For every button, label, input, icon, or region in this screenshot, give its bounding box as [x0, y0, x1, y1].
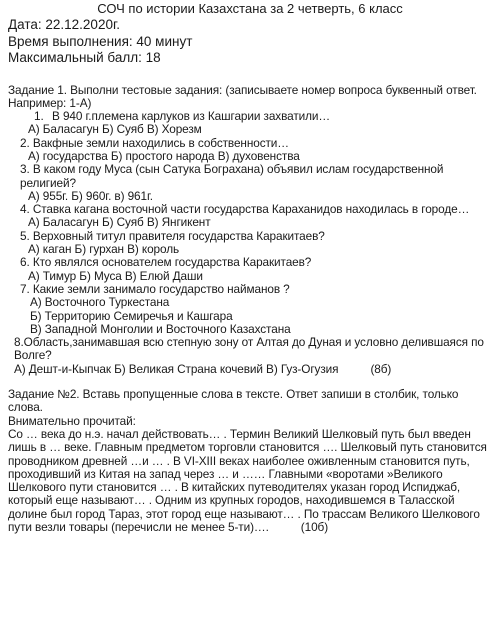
question-8-options: А) Дешт-и-Кыпчак Б) Великая Страна кочевий В) Гуз-Огузия: [14, 361, 339, 376]
task2-text-block: [8, 428, 492, 534]
question-4: 4. Ставка кагана восточной части государства Караханидов находилась в городе…: [20, 202, 470, 217]
question-5-options: А) каган Б) гурхан В) король: [28, 242, 180, 257]
task1-intro: Задание 1. Выполни тестовые задания: (записываете номер вопроса буквенный ответ. Например: 1-А): [8, 82, 477, 110]
question-4-options: А) Баласагун Б) Суяб В) Янгикент: [28, 215, 211, 230]
exam-duration: Время выполнения: 40 минут: [8, 33, 193, 49]
question-3: 3. В каком году Муса (сын Сатука Богрaхана) объявил ислам государственной религией?: [20, 162, 444, 190]
task2-intro: Задание №2. Вставь пропущенные слова в тексте. Ответ запиши в столбик, только слова.: [8, 387, 459, 415]
question-6: 6. Кто являлся основателем государства Каракитаев?: [20, 255, 312, 270]
question-8: 8.Область,занимавшая всю степную зону от Алтая до Дуная и условно делившаяся по Волге?: [14, 335, 484, 363]
max-score: Максимальный балл: 18: [8, 50, 161, 65]
question-1-options: А) Баласагун Б) Суяб В) Хорезм: [28, 122, 202, 137]
question-7-option-b: Б) Территорию Семиречья и Кашгара: [30, 308, 233, 323]
question-7: 7. Какие земли занимало государство найманов ?: [20, 281, 290, 296]
task2-text: Со … века до н.э. начал действовать… . Термин Великий Шелковый путь был введен лишь в … веке. Главным предметом торговли становится …. Шелковый путь становится проводником древней …и … . В VI-XIII веках наиболее оживленным становится путь, проходивший из Китая на запад через … и …… Главными «воротами »Великого Шелкового пути становится … . В китайских путеводителях указан город Испиджаб, который еще называют… . Одним из крупных городов, находившемся в Таласской долине был город Тараз, этот город еще называют… . По трассам Великого Шелкового пути везли товары (перечисли не менее 5-ти)….: [8, 426, 487, 534]
task2-attention: Внимательно прочитай:: [8, 413, 136, 428]
question-1-text: В 940 г.племена карлуков из Кашгарии захватили…: [52, 109, 331, 124]
question-2-options: А) государства Б) простого народа В) духовенства: [28, 148, 300, 163]
task1-score: (8б): [370, 361, 392, 376]
question-6-options: А) Тимур Б) Муса В) Елюй Даши: [28, 268, 203, 283]
task2-score: (10б): [300, 520, 329, 534]
question-7-option-a: А) Восточного Туркестана: [30, 295, 170, 310]
question-3-options: А) 955г. Б) 960г. в) 961г.: [28, 188, 153, 203]
question-7-option-c: В) Западной Монголии и Восточного Казахстана: [30, 321, 291, 336]
document-title: СОЧ по истории Казахстана за 2 четверть, 6 класс: [97, 1, 403, 16]
question-1: [8, 110, 492, 123]
question-2: 2. Вакфные земли находились в собственности…: [20, 135, 289, 150]
question-5: 5. Верховный титул правителя государства Каракитаев?: [20, 228, 325, 243]
question-8-options-line: [8, 363, 492, 376]
exam-date: Дата: 22.12.2020г.: [8, 17, 120, 32]
question-1-number: 1.: [34, 109, 44, 124]
